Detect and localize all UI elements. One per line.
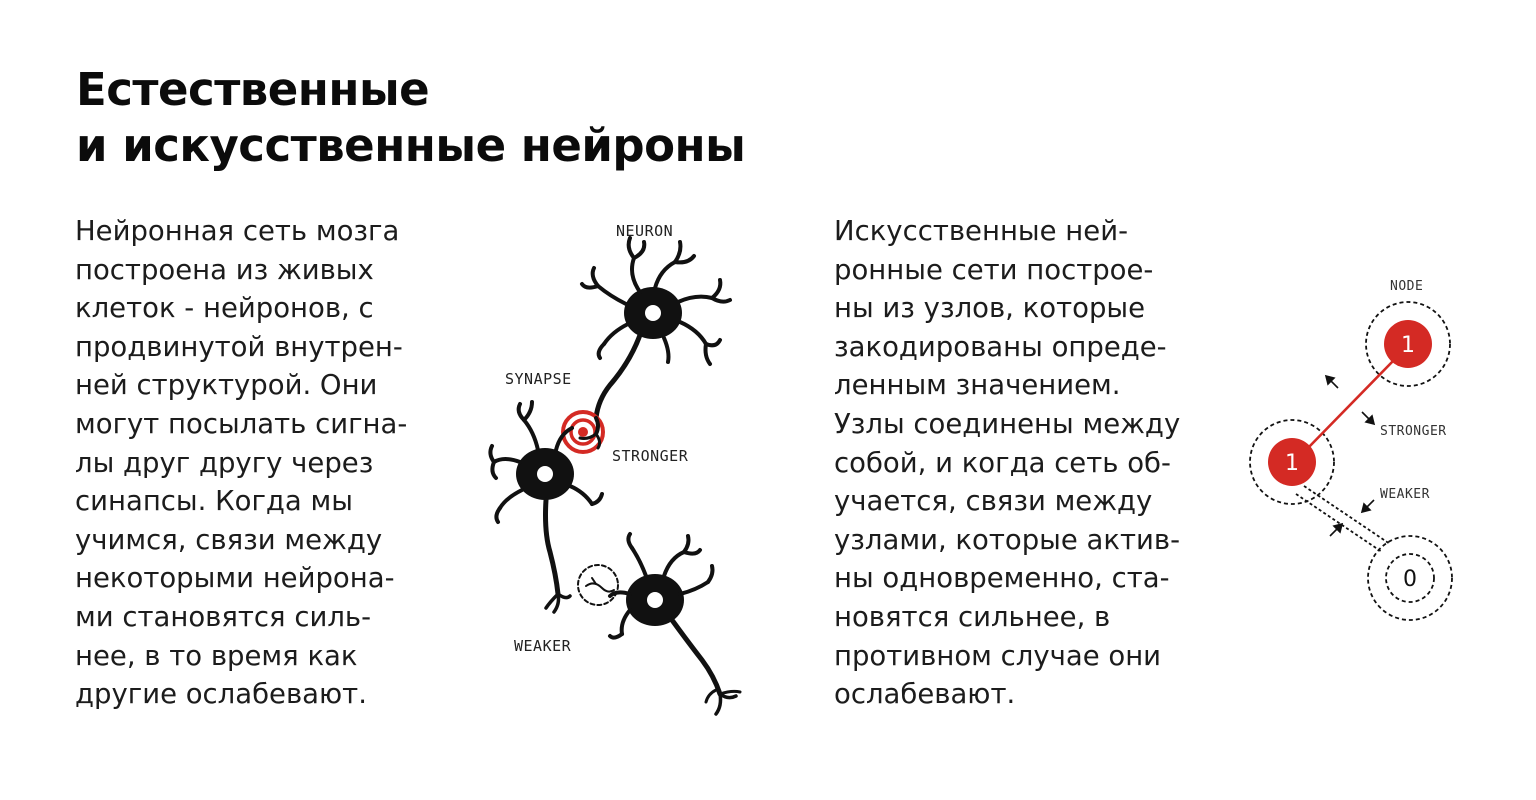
biological-neuron-diagram — [490, 222, 740, 714]
text-line: клеток - нейронов, с — [75, 292, 374, 325]
text-line: Нейронная сеть мозга — [75, 215, 400, 247]
weak-connection — [1296, 486, 1390, 552]
weak-synapse-icon — [578, 565, 618, 605]
title-line-2: и искусственные нейроны — [76, 119, 746, 172]
text-line: другие ослабевают. — [75, 678, 367, 711]
text-line: собой, и когда сеть об- — [834, 446, 1171, 479]
stronger-label: STRONGER — [612, 447, 689, 465]
text-line: могут посылать сигна- — [75, 407, 408, 440]
text-line: учается, связи между — [834, 485, 1153, 518]
node-stronger-label: STRONGER — [1380, 424, 1447, 439]
synapse-label: SYNAPSE — [505, 370, 572, 388]
neuron-top — [582, 238, 730, 418]
text-line: ней структурой. Они — [75, 369, 378, 402]
text-line: закодированы опреде- — [834, 330, 1167, 363]
text-line: ми становятся силь- — [75, 600, 372, 633]
text-line: Узлы соединены между — [834, 407, 1181, 440]
node-label: NODE — [1390, 279, 1424, 294]
artificial-node-diagram — [1250, 279, 1452, 620]
text-line: учимся, связи между — [75, 523, 383, 556]
text-line: некоторыми нейрона- — [75, 562, 395, 595]
title-line-1: Естественные — [76, 63, 430, 116]
text-line: новятся сильнее, в — [834, 600, 1111, 633]
text-line: ронные сети построе- — [834, 253, 1154, 286]
text-line: нее, в то время как — [75, 639, 358, 672]
node-bottom-value: 0 — [1403, 567, 1417, 592]
text-line: ны одновременно, ста- — [834, 562, 1170, 595]
text-line: продвинутой внутрен- — [75, 330, 403, 363]
weaker-label: WEAKER — [514, 637, 572, 655]
stronger-arrows-icon — [1326, 376, 1374, 424]
text-line: противном случае они — [834, 639, 1162, 672]
text-line: ослабевают. — [834, 678, 1016, 711]
neuron-bottom — [610, 534, 740, 714]
text-line: ны из узлов, которые — [834, 292, 1146, 325]
node-middle-value: 1 — [1285, 451, 1299, 476]
text-line: Искусственные ней- — [834, 215, 1128, 247]
text-line: лы друг другу через — [75, 446, 374, 479]
node-weaker-label: WEAKER — [1380, 487, 1430, 502]
text-line: ленным значением. — [834, 369, 1121, 402]
text-line: построена из живых — [75, 253, 374, 286]
neuron-label: NEURON — [616, 222, 674, 240]
text-line: синапсы. Когда мы — [75, 485, 353, 518]
node-top-value: 1 — [1401, 333, 1415, 358]
text-line: узлами, которые актив- — [834, 523, 1181, 556]
